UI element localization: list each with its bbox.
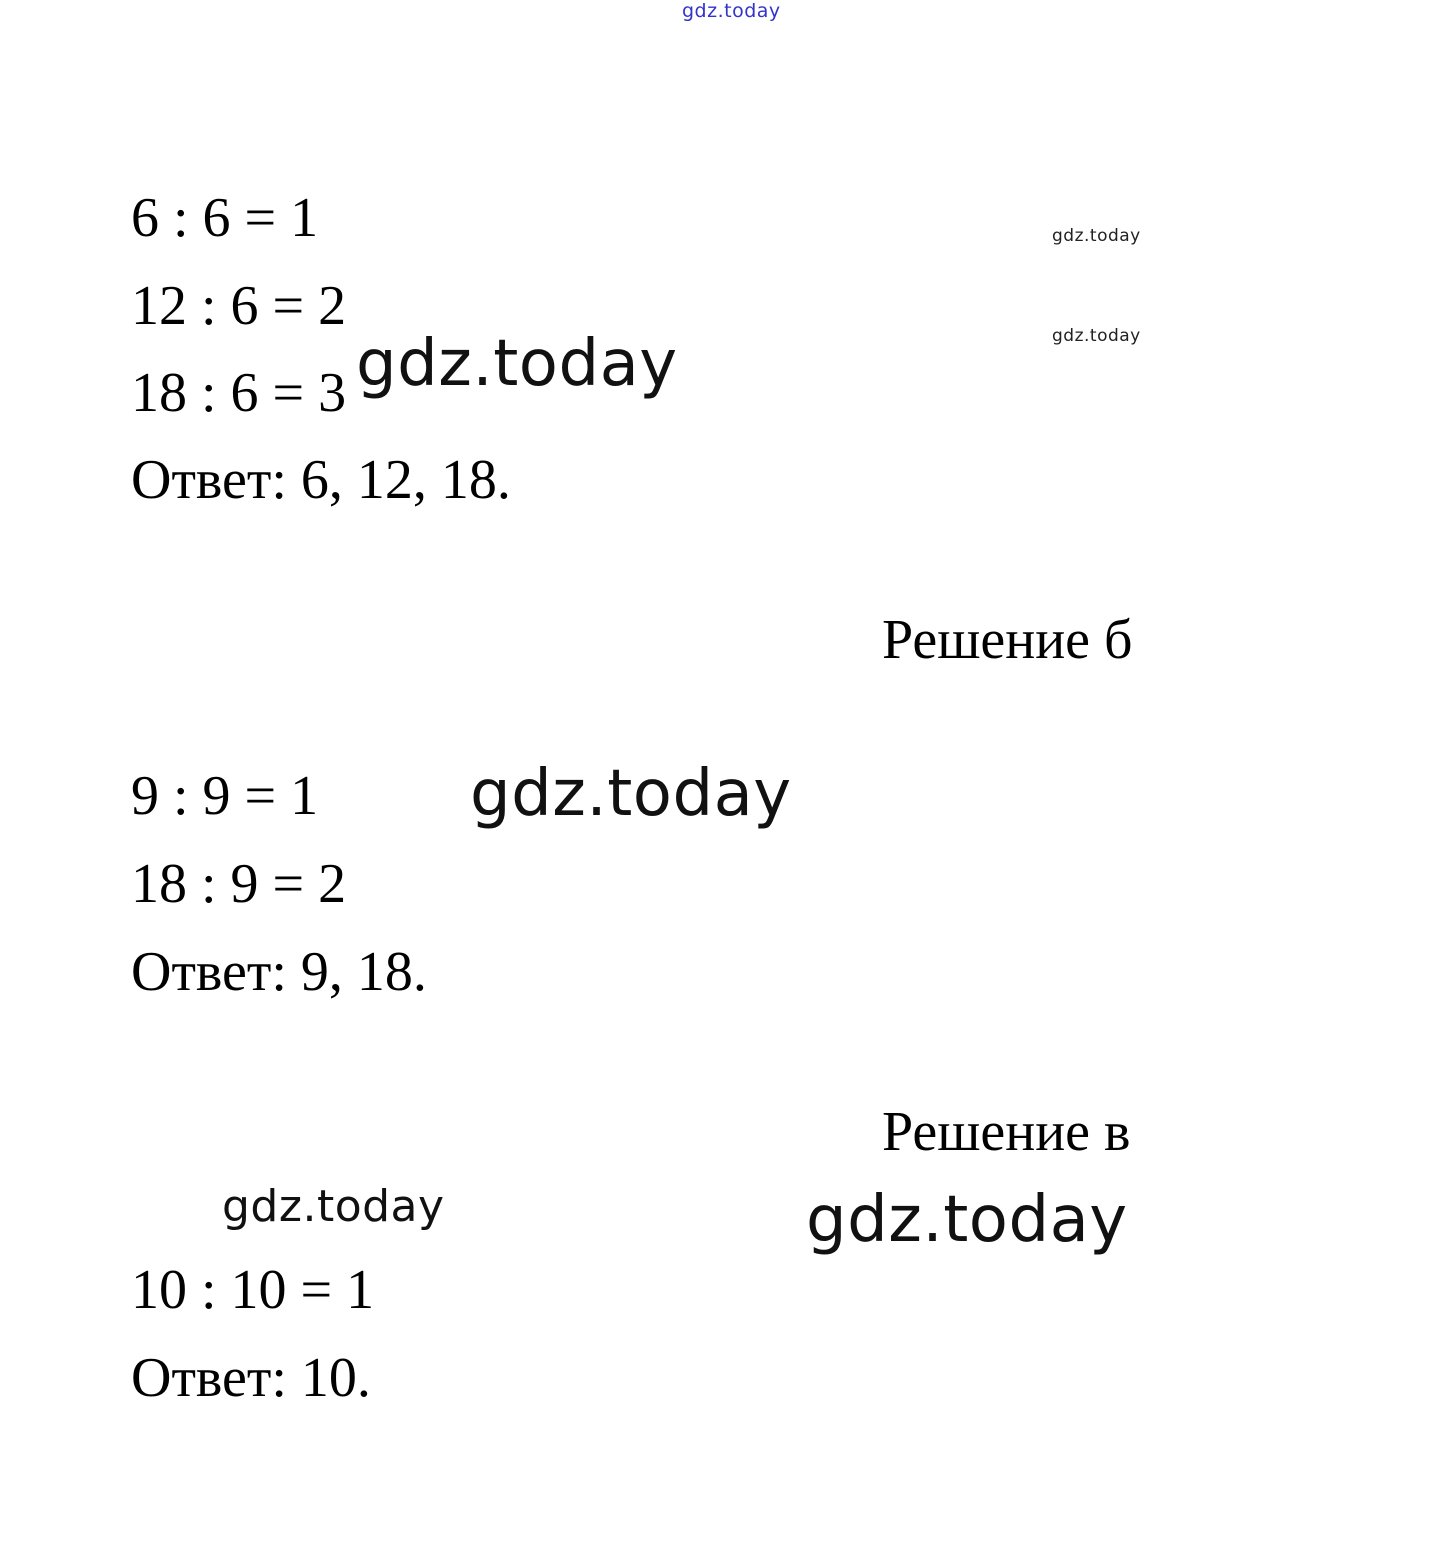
watermark-small: gdz.today — [1052, 226, 1141, 246]
watermark-top: gdz.today — [682, 0, 781, 22]
watermark-medium: gdz.today — [222, 1181, 445, 1232]
equation-line: 6 : 6 = 1 — [131, 187, 319, 249]
equation-line: 18 : 9 = 2 — [131, 853, 347, 915]
section-heading: Решение в — [882, 1101, 1131, 1163]
equation-line: 12 : 6 = 2 — [131, 275, 347, 337]
answer-line: Ответ: 10. — [131, 1347, 371, 1409]
equation-line: 10 : 10 = 1 — [131, 1259, 375, 1321]
watermark-large: gdz.today — [356, 327, 678, 401]
equation-line: 9 : 9 = 1 — [131, 765, 319, 827]
answer-line: Ответ: 9, 18. — [131, 941, 427, 1003]
watermark-large: gdz.today — [470, 757, 792, 831]
watermark-small: gdz.today — [1052, 326, 1141, 346]
equation-line: 18 : 6 = 3 — [131, 362, 347, 424]
answer-line: Ответ: 6, 12, 18. — [131, 449, 511, 511]
section-heading: Решение б — [882, 609, 1133, 671]
watermark-large: gdz.today — [806, 1183, 1128, 1257]
